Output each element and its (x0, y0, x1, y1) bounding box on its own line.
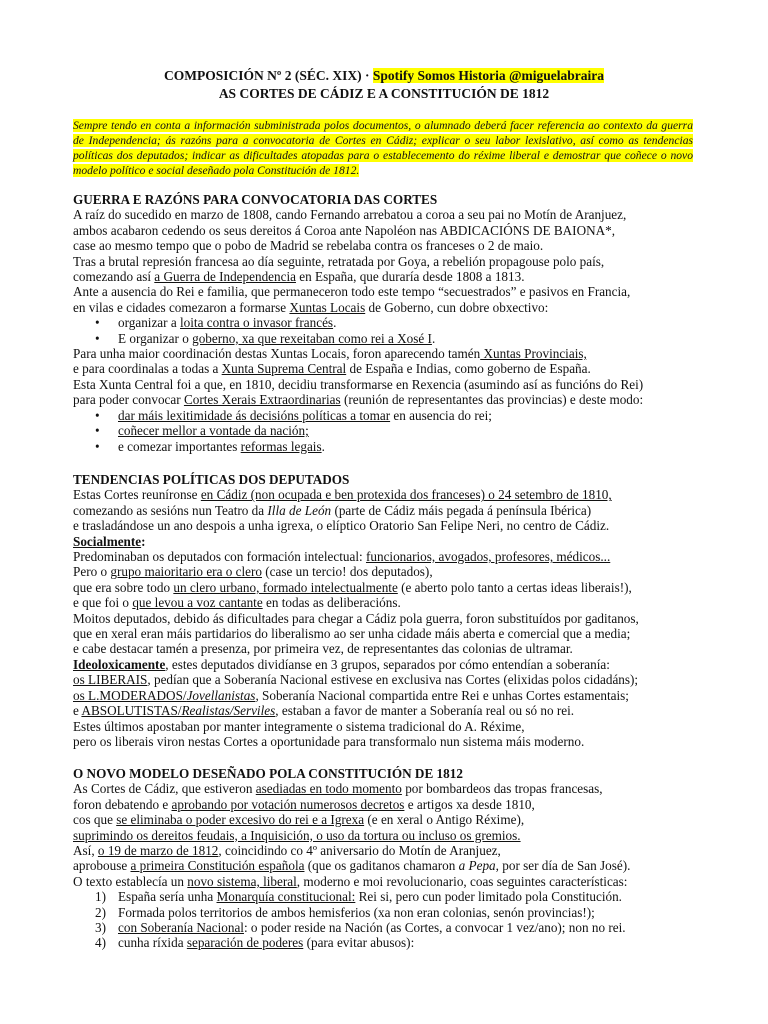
bullet-icon: • (95, 438, 100, 454)
text-line: Así, o 19 de marzo de 1812, coincidindo co 4º aniversario do Motín de Aranjuez, (73, 843, 501, 859)
bullet-icon: • (95, 423, 100, 439)
text-line: que era sobre todo un clero urbano, formado intelectualmente (e aberto polo tanto a certas ideas liberais!), (73, 579, 632, 595)
text-line: Moitos deputados, debido ás dificultades para chegar a Cádiz pola guerra, foron substituídos por gaditanos, (73, 610, 639, 626)
intro-paragraph (73, 118, 693, 178)
text-line: Ideoloxicamente, estes deputados dividíanse en 3 grupos, separados por cómo entendían a soberanía: (73, 656, 610, 672)
text-line: Predominaban os deputados con formación intelectual: funcionarios, avogados, profesores, médicos... (73, 549, 611, 565)
list-item: • organizar a loita contra o invasor francés. (95, 315, 337, 331)
text-line: Para unha maior coordinación destas Xuntas Locais, foron aparecendo tamén Xuntas Provinciais, (73, 346, 587, 362)
list-number: 3) (95, 920, 106, 936)
text-line: ambos acabaron cedendo os seus dereitos á Coroa ante Napoléon nas ABDICACIÓNS DE BAIONA*, (73, 222, 616, 238)
text-line: As Cortes de Cádiz, que estiveron asediadas en todo momento por bombardeos das tropas francesas, (73, 781, 603, 797)
text-line: e para coordinalas a todas a Xunta Suprema Central de España e Indias, como goberno de España. (73, 361, 591, 377)
section-heading: O NOVO MODELO DESEÑADO POLA CONSTITUCIÓN DE 1812 (73, 766, 463, 781)
section-tendencias (73, 472, 713, 749)
text-line: para poder convocar Cortes Xerais Extraordinarias (reunión de representantes das provincias) e deste modo: (73, 392, 644, 408)
section-guerra (73, 192, 713, 454)
text-line: pero os liberais viron nestas Cortes a oportunidade para transformalo nun sistema máis moderno. (73, 733, 585, 749)
text-line: Esta Xunta Central foi a que, en 1810, decidiu transformarse en Rexencia (asumindo así as funcións do Rei) (73, 376, 644, 392)
list-number: 2) (95, 904, 106, 920)
intro-text: Sempre tendo en conta a información subministrada polos documentos, o alumnado deberá facer referencia ao contexto da guerra de Independencia; ás razóns para a convocatoria de Cortes en Cádiz; explicar o seu labor lexislativo, así como as tendencias políticas dos deputados; indicar as dificultades atopadas para o establecemento do réxime liberal e demostrar que coñece o novo modelo político e social deseñado pola Constitución de 1812. (73, 119, 693, 177)
text-line: os L.MODERADOS/Jovellanistas, Soberanía Nacional compartida entre Rei e unhas Cortes estamentais; (73, 687, 629, 703)
text-line: e que foi o que levou a voz cantante en todas as deliberacións. (73, 595, 401, 611)
text-line: e ABSOLUTISTAS/Realistas/Serviles, estaban a favor de manter a Soberanía real ou só no rei. (73, 703, 575, 719)
text-line: foron debatendo e aprobando por votación numerosos decretos e artigos xa desde 1810, (73, 796, 535, 812)
page-title (0, 68, 768, 84)
text-line: comezando así a Guerra de Independencia en España, que duraría desde 1808 a 1813. (73, 269, 525, 285)
bullet-icon: • (95, 315, 100, 331)
text-line: suprimindo os dereitos feudais, a Inquisición, o uso da tortura ou incluso os gremios. (73, 827, 521, 843)
list-item: • E organizar o goberno, xa que rexeitaban como rei a Xosé I. (95, 330, 436, 346)
list-item: 3) con Soberanía Nacional: o poder reside na Nación (as Cortes, a convocar 1 vez/ano); non no rei. (95, 920, 626, 936)
text-line: e cabe destacar tamén a presenza, por primeira vez, de representantes das colonias de ultramar. (73, 641, 573, 657)
text-line: aprobouse a primeira Constitución española (que os gaditanos chamaron a Pepa, por ser día de San José). (73, 858, 631, 874)
list-item: 2) Formada polos territorios de ambos hemisferios (xa non eran colonias, senón provincias!); (95, 904, 595, 920)
text-line: os LIBERAIS, pedían que a Soberanía Nacional estivese en exclusiva nas Cortes (elixidas polos cidadáns); (73, 672, 639, 688)
text-line: Pero o grupo maioritario era o clero (case un tercio! dos deputados), (73, 564, 433, 580)
title-prefix: COMPOSICIÓN Nº 2 (SÉC. XIX) · (163, 68, 373, 83)
text-line: case ao mesmo tempo que o pobo de Madrid se rebelaba contra os franceses o 2 de maio. (73, 238, 544, 254)
bullet-icon: • (95, 407, 100, 423)
list-item: • coñecer mellor a vontade da nación; (95, 423, 309, 439)
text-line: Ante a ausencia do Rei e familia, que permaneceron todo este tempo “secuestrados” e pasivos en Francia, (73, 284, 631, 300)
page-subtitle: AS CORTES DE CÁDIZ E A CONSTITUCIÓN DE 1812 (218, 86, 550, 101)
text-line: en vilas e cidades comezaron a formarse Xuntas Locais de Goberno, cun dobre obxectivo: (73, 299, 549, 315)
section-heading: TENDENCIAS POLÍTICAS DOS DEPUTADOS (73, 472, 350, 487)
title-highlight: Spotify Somos Historia @miguelabraira (372, 68, 605, 83)
text-line: Socialmente: (73, 533, 146, 549)
list-item: • dar máis lexitimidade ás decisións políticas a tomar en ausencia do rei; (95, 407, 492, 423)
text-line: A raíz do sucedido en marzo de 1808, cando Fernando arrebatou a coroa a seu pai no Motín de Aranjuez, (73, 207, 627, 223)
section-heading: GUERRA E RAZÓNS PARA CONVOCATORIA DAS CORTES (73, 192, 438, 207)
list-number: 4) (95, 935, 106, 951)
text-line: O texto establecía un novo sistema, liberal, moderno e moi revolucionario, coas seguintes características: (73, 873, 628, 889)
list-item: 1) España sería unha Monarquía constitucional: Rei si, pero cun poder limitado pola Constitución. (95, 889, 622, 905)
section-constitucion (73, 766, 713, 951)
text-line: Estas Cortes reuníronse en Cádiz (non ocupada e ben protexida dos franceses) o 24 setembro de 1810, (73, 487, 612, 503)
text-line: Estes últimos apostaban por manter integramente o sistema tradicional do A. Réxime, (73, 718, 525, 734)
bullet-icon: • (95, 330, 100, 346)
text-line: cos que se eliminaba o poder excesivo do rei e a Igrexa (e en xeral o Antigo Réxime), (73, 812, 525, 828)
text-line: comezando as sesións nun Teatro da Illa de León (parte de Cádiz máis pegada á península Ibérica) (73, 502, 592, 518)
text-line: que en xeral eran máis partidarios do liberalismo ao ser unha cidade máis aberta e comercial que a media; (73, 626, 631, 642)
list-item: • e comezar importantes reformas legais. (95, 438, 325, 454)
list-item: 4) cunha ríxida separación de poderes (para evitar abusos): (95, 935, 415, 951)
list-number: 1) (95, 889, 106, 905)
text-line: e trasladándose un ano despois a unha igrexa, o elíptico Oratorio San Felipe Neri, no centro de Cádiz. (73, 518, 610, 534)
text-line: Tras a brutal represión francesa ao día seguinte, retratada por Goya, a rebelión propagouse polo país, (73, 253, 605, 269)
